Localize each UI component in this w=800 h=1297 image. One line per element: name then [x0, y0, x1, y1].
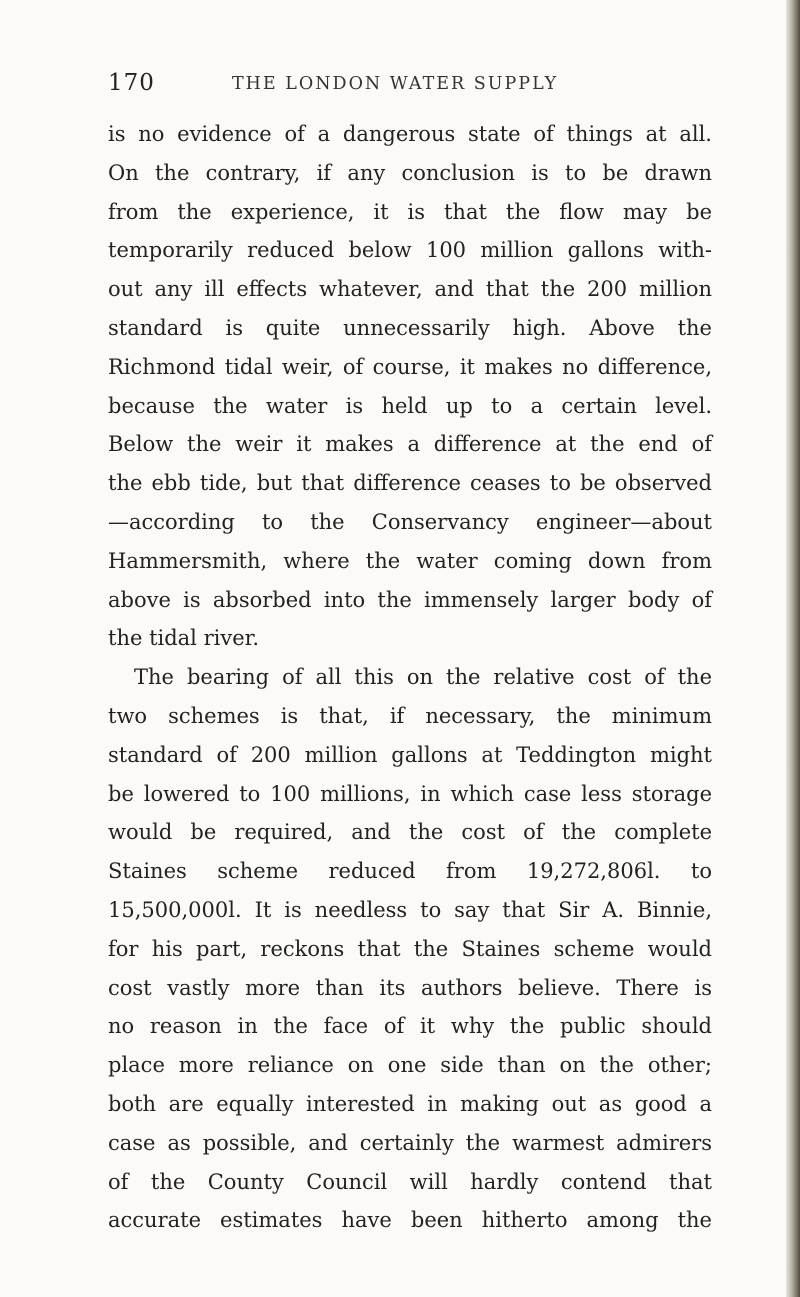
text-line: —according to the Conservancy engineer—about	[108, 509, 712, 534]
text-line: of the County Council will hardly contend that	[108, 1169, 712, 1194]
running-head: THE LONDON WATER SUPPLY	[232, 74, 559, 94]
text-line: would be required, and the cost of the complete	[108, 820, 712, 845]
text-line: the ebb tide, but that difference ceases to be observed	[108, 471, 712, 496]
text-line: Richmond tidal weir, of course, it makes no difference,	[108, 354, 712, 379]
text-line: for his part, reckons that the Staines scheme would	[108, 936, 712, 961]
text-line: Hammersmith, where the water coming down from	[108, 548, 712, 573]
text-line: accurate estimates have been hitherto among the	[108, 1208, 712, 1233]
paragraph-1	[108, 115, 712, 658]
page-header	[108, 70, 708, 102]
text-line: be lowered to 100 millions, in which case less storage	[108, 781, 712, 806]
text-line: two schemes is that, if necessary, the minimum	[108, 703, 712, 728]
text-line: temporarily reduced below 100 million gallons with-	[108, 238, 712, 263]
page-edge-shadow	[786, 0, 800, 1297]
page-number: 170	[108, 70, 155, 96]
text-line: 15,500,000l. It is needless to say that Sir A. Binnie,	[108, 897, 712, 922]
text-line: standard of 200 million gallons at Teddington might	[108, 742, 712, 767]
text-line: place more reliance on one side than on the other;	[108, 1053, 712, 1078]
text-line: out any ill effects whatever, and that the 200 million	[108, 277, 712, 302]
text-line: standard is quite unnecessarily high. Above the	[108, 315, 712, 340]
text-line: no reason in the face of it why the public should	[108, 1014, 712, 1039]
text-line: because the water is held up to a certain level.	[108, 393, 712, 418]
text-line: The bearing of all this on the relative cost of the	[134, 665, 712, 690]
text-line: case as possible, and certainly the warmest admirers	[108, 1130, 712, 1155]
text-line: is no evidence of a dangerous state of things at all.	[108, 122, 712, 146]
text-line: above is absorbed into the immensely larger body of	[108, 587, 712, 612]
text-line: both are equally interested in making out as good a	[108, 1091, 712, 1116]
text-line: Below the weir it makes a difference at the end of	[108, 432, 712, 457]
text-line: from the experience, it is that the flow may be	[108, 199, 712, 224]
text-line: the tidal river.	[108, 626, 260, 651]
body-text	[108, 115, 712, 1240]
text-line: Staines scheme reduced from 19,272,806l. to	[108, 859, 712, 884]
text-line: On the contrary, if any conclusion is to be drawn	[108, 160, 712, 185]
text-line: cost vastly more than its authors believe. There is	[108, 975, 712, 1000]
paragraph-2	[108, 658, 712, 1240]
